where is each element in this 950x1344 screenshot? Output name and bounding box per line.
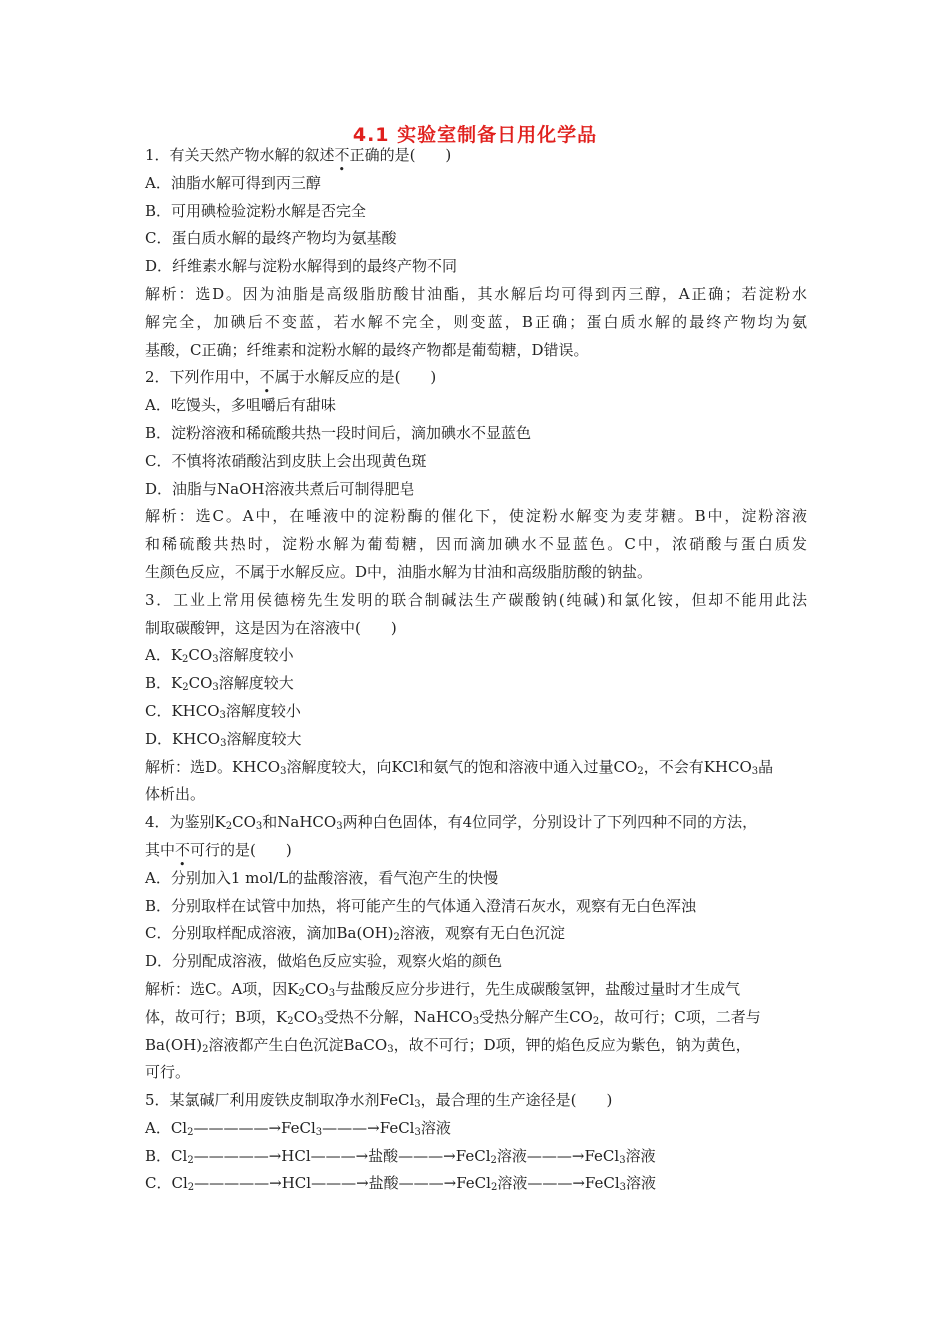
option-c: C．$Cl_2—————\to HCl———\to$盐酸———→FeCl$_2$溶液———→FeCl$_3$溶液 xyxy=(145,1174,657,1194)
analysis-line: 解析：选C。A项，因$K_2CO_3$与盐酸反应分步进行，先生成碳酸氢钾，盐酸过量时才生成气 xyxy=(145,979,741,999)
option-a: A．分别加入1 mol/L的盐酸溶液，看气泡产生的快慢 xyxy=(145,868,499,887)
analysis-line: 体，故可行；B项，$K_2CO_3$受热不分解，NaHCO$_3$受热分解产生$CO_2$，故可行；C项，二者与 xyxy=(145,1007,761,1027)
page-title: 4.1 实验室制备日用化学品 xyxy=(352,124,598,146)
analysis-line: 生颜色反应，不属于水解反应。D中，油脂水解为甘油和高级脂肪酸的钠盐。 xyxy=(145,562,653,581)
question-3-stem: 3．工业上常用侯德榜先生发明的联合制碱法生产碳酸钠(纯碱)和氯化铵，但却不能用此法 xyxy=(145,590,807,609)
question-list xyxy=(145,142,807,1198)
analysis-line: 解析：选D。因为油脂是高级脂肪酸甘油酯，其水解后均可得到丙三醇，A正确；若淀粉水 xyxy=(145,284,807,303)
option-a: A．$Cl_2—————\to FeCl_3———\to FeCl_3$溶液 xyxy=(145,1118,451,1138)
emphasis-dot: • xyxy=(263,385,271,399)
option-c: C．分别取样配成溶液，滴加$Ba(OH)_2$溶液，观察有无白色沉淀 xyxy=(145,924,565,944)
option-d: D．$KHCO_3$溶解度较大 xyxy=(145,729,302,749)
analysis-line: 解完全，加碘后不变蓝，若水解不完全，则变蓝，B正确；蛋白质水解的最终产物均为氨 xyxy=(145,312,807,331)
option-b: B．淀粉溶液和稀硫酸共热一段时间后，滴加碘水不显蓝色 xyxy=(145,423,532,442)
question-4-stem: 4．为鉴别$K_2CO_3$和NaHCO$_3$两种白色固体，有4位同学，分别设计了下列四种不同的方法， xyxy=(145,813,758,833)
option-a: A．吃馒头，多咀嚼后有甜味 xyxy=(145,396,336,415)
question-5-stem: 5．某氯碱厂利用废铁皮制取净水剂FeCl$_3$，最合理的生产途径是( ) xyxy=(145,1091,613,1111)
option-b: B．可用碘检验淀粉水解是否完全 xyxy=(145,201,367,220)
emphasis-not: 不 • xyxy=(175,840,191,871)
analysis-line: 可行。 xyxy=(145,1063,191,1082)
emphasis-dot: • xyxy=(338,163,346,176)
option-b: B．分别取样在试管中加热，将可能产生的气体通入澄清石灰水，观察有无白色浑浊 xyxy=(145,896,697,915)
emphasis-dot: • xyxy=(179,857,186,871)
option-c: C．蛋白质水解的最终产物均为氨基酸 xyxy=(145,229,397,248)
option-d: D．纤维素水解与淀粉水解得到的最终产物不同 xyxy=(145,257,458,276)
analysis-line: 基酸，C正确；纤维素和淀粉水解的最终产物都是葡萄糖，D错误。 xyxy=(145,340,589,359)
option-a: A．$K_2CO_3$溶解度较小 xyxy=(145,646,294,666)
option-b: B．$Cl_2—————\to HCl———\to$盐酸———→FeCl$_2$溶液———→FeCl$_3$溶液 xyxy=(145,1146,656,1166)
analysis-line: 体析出。 xyxy=(145,785,206,804)
option-d: D．分别配成溶液，做焰色反应实验，观察火焰的颜色 xyxy=(145,952,503,971)
question-2-stem: 2．下列作用中，不 • 属于水解反应的是( ) xyxy=(145,368,437,399)
analysis-line: 和稀硫酸共热时，淀粉水解为葡萄糖，因而滴加碘水不显蓝色。C中，浓硝酸与蛋白质发 xyxy=(145,535,807,554)
emphasis-not: 不 • xyxy=(259,368,275,399)
question-4-stem: 其中不 • 可行的是( ) xyxy=(145,840,292,871)
analysis-line: $Ba(OH)_2$溶液都产生白色沉淀BaCO$_3$，故不可行；D项，钾的焰色反应为紫色，钠为黄色， xyxy=(145,1035,751,1055)
analysis-line: 解析：选C。A中，在唾液中的淀粉酶的催化下，使淀粉水解变为麦芽糖。B中，淀粉溶液 xyxy=(145,507,807,526)
option-c: C．$KHCO_3$溶解度较小 xyxy=(145,701,301,721)
option-a: A．油脂水解可得到丙三醇 xyxy=(145,173,321,192)
emphasis-not: 不 • xyxy=(334,146,350,176)
question-3-stem: 制取碳酸钾，这是因为在溶液中( ) xyxy=(145,618,397,637)
option-d: D．油脂与NaOH溶液共煮后可制得肥皂 xyxy=(145,479,415,498)
analysis-line: 解析：选D。$KHCO_3$溶解度较大，向KCl和氨气的饱和溶液中通入过量$CO_2$，不会有$KHCO_3$晶 xyxy=(145,757,774,777)
option-c: C．不慎将浓硝酸沾到皮肤上会出现黄色斑 xyxy=(145,451,427,470)
question-1-stem: 1．有关天然产物水解的叙述不 • 正确的是( ) xyxy=(145,146,452,176)
option-b: B．$K_2CO_3$溶解度较大 xyxy=(145,674,294,694)
